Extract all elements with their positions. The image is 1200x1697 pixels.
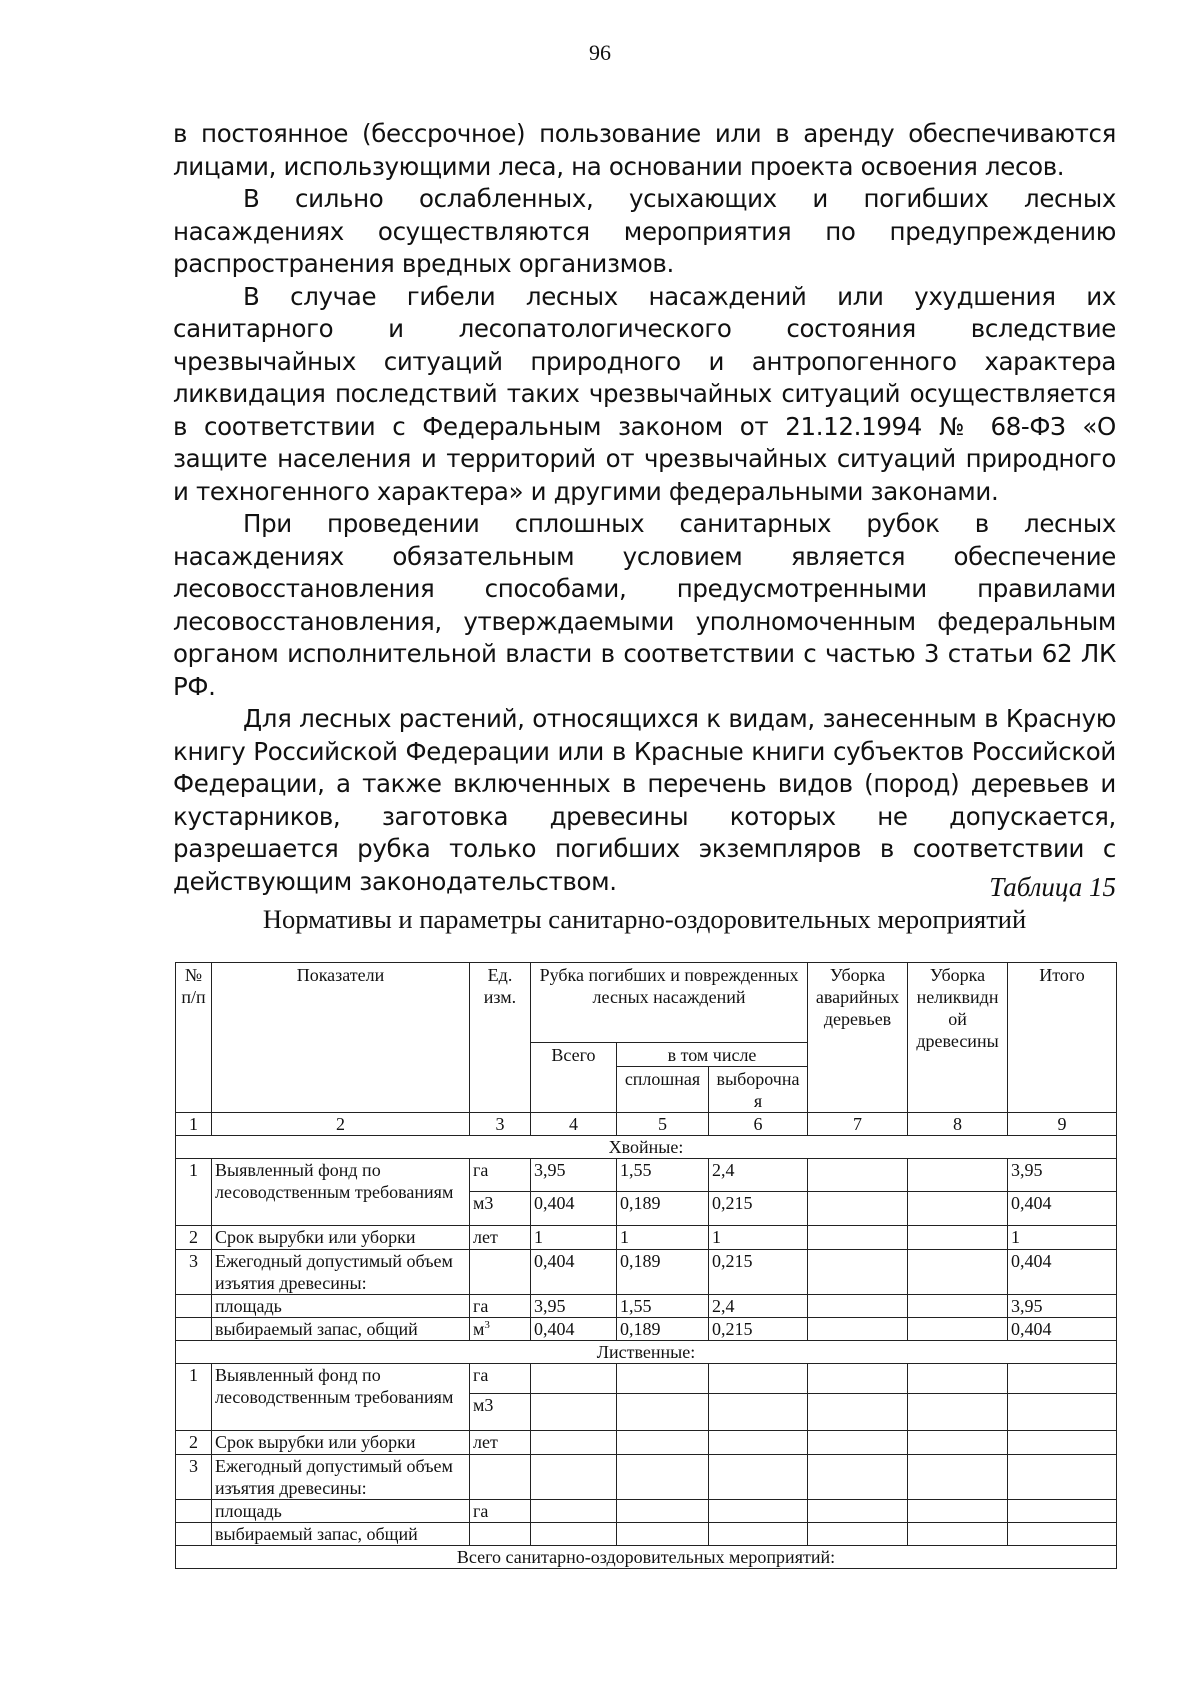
table-caption: Таблица 15 <box>989 872 1116 902</box>
row-num: 3 <box>176 1250 212 1295</box>
row-num: 2 <box>176 1226 212 1250</box>
table-row <box>176 1226 1117 1250</box>
row-unit <box>470 1523 531 1546</box>
row-unit <box>470 1455 531 1500</box>
cell-clear <box>617 1455 709 1500</box>
cell-selective: 0,215 <box>709 1318 808 1341</box>
header-felling: Рубка погибших и поврежденных лесных насаждений <box>531 963 808 1043</box>
cell-selective: 1 <box>709 1226 808 1250</box>
cell-clear: 1,55 <box>617 1295 709 1318</box>
row-indicator: площадь <box>212 1295 470 1318</box>
cell-selective <box>709 1364 808 1394</box>
cell-illiquid <box>908 1431 1008 1455</box>
cell-emergency <box>808 1318 908 1341</box>
cell-clear <box>617 1394 709 1431</box>
column-number: 7 <box>808 1113 908 1136</box>
cell-grand-total: 1 <box>1008 1226 1117 1250</box>
row-num: 1 <box>176 1364 212 1431</box>
row-num: 1 <box>176 1159 212 1226</box>
header-indicator: Показатели <box>212 963 470 1113</box>
cell-illiquid <box>908 1364 1008 1394</box>
cell-total: 0,404 <box>531 1250 617 1295</box>
table-title: Нормативы и параметры санитарно-оздоровительных мероприятий <box>262 904 1027 934</box>
cell-grand-total: 0,404 <box>1008 1192 1117 1226</box>
row-indicator: Срок вырубки или уборки <box>212 1226 470 1250</box>
cell-clear: 0,189 <box>617 1192 709 1226</box>
page-number: 96 <box>589 40 611 65</box>
cell-clear: 1,55 <box>617 1159 709 1192</box>
cell-grand-total <box>1008 1364 1117 1394</box>
cell-clear <box>617 1431 709 1455</box>
row-indicator: Выявленный фонд по лесоводственным требованиям <box>212 1159 470 1226</box>
cell-total <box>531 1455 617 1500</box>
cell-illiquid <box>908 1295 1008 1318</box>
row-indicator: площадь <box>212 1500 470 1523</box>
table-row <box>176 1431 1117 1455</box>
cell-emergency <box>808 1394 908 1431</box>
section-title-deciduous: Лиственные: <box>176 1341 1117 1364</box>
row-unit: лет <box>470 1226 531 1250</box>
cell-total <box>531 1394 617 1431</box>
header-selective: выборочна я <box>709 1067 808 1113</box>
body-text <box>173 118 1116 898</box>
column-number: 2 <box>212 1113 470 1136</box>
column-number: 9 <box>1008 1113 1117 1136</box>
paragraph: Для лесных растений, относящихся к видам, занесенным в Красную книгу Российской Федерации или в Красные книги субъектов Российской Федерации, а также включенных в перечень видов (пород) деревьев и кустарников, заготовка древесины которых не допускается, разрешается рубка только погибших экземпляров в соответствии с действующим законодательством. <box>173 704 1116 896</box>
cell-total: 0,404 <box>531 1318 617 1341</box>
row-indicator: Выявленный фонд по лесоводственным требованиям <box>212 1364 470 1431</box>
cell-total <box>531 1500 617 1523</box>
cell-clear <box>617 1364 709 1394</box>
header-emergency: Уборка аварийных деревьев <box>808 963 908 1113</box>
paragraph: В случае гибели лесных насаждений или ухудшения их санитарного и лесопатологического состояния вследствие чрезвычайных ситуаций природного и антропогенного характера ликвидация последствий таких чрезвычайных ситуаций осуществляется в соответствии с Федеральным законом от 21.12.1994 № 68-ФЗ «О защите населения и территорий от чрезвычайных ситуаций природного и техногенного характера» и другими федеральными законами. <box>173 281 1116 506</box>
row-indicator: выбираемый запас, общий <box>212 1318 470 1341</box>
cell-emergency <box>808 1226 908 1250</box>
cell-total <box>531 1364 617 1394</box>
cell-grand-total: 3,95 <box>1008 1295 1117 1318</box>
row-indicator: выбираемый запас, общий <box>212 1523 470 1546</box>
column-number: 6 <box>709 1113 808 1136</box>
cell-total: 0,404 <box>531 1192 617 1226</box>
header-illiquid: Уборка неликвидн ой древесины <box>908 963 1008 1113</box>
cell-emergency <box>808 1159 908 1192</box>
cell-total <box>531 1431 617 1455</box>
section-title-coniferous: Хвойные: <box>176 1136 1117 1159</box>
cell-total: 3,95 <box>531 1295 617 1318</box>
row-num: 3 <box>176 1455 212 1500</box>
cell-emergency <box>808 1192 908 1226</box>
cell-grand-total: 3,95 <box>1008 1159 1117 1192</box>
cell-clear: 0,189 <box>617 1250 709 1295</box>
norms-table <box>175 962 1117 1569</box>
cell-clear <box>617 1500 709 1523</box>
header-total-sub: Всего <box>531 1043 617 1113</box>
header-unit: Ед. изм. <box>470 963 531 1113</box>
row-unit: м3 <box>470 1394 531 1431</box>
cell-illiquid <box>908 1159 1008 1192</box>
cell-selective: 2,4 <box>709 1159 808 1192</box>
table-row <box>176 1523 1117 1546</box>
row-unit: лет <box>470 1431 531 1455</box>
row-unit: м3 <box>470 1192 531 1226</box>
row-num: 2 <box>176 1431 212 1455</box>
table-row <box>176 1364 1117 1394</box>
header-clear: сплошная <box>617 1067 709 1113</box>
cell-grand-total: 0,404 <box>1008 1250 1117 1295</box>
header-grand-total: Итого <box>1008 963 1117 1113</box>
cell-selective <box>709 1455 808 1500</box>
paragraph: В сильно ослабленных, усыхающих и погибших лесных насаждениях осуществляются мероприятия по предупреждению распространения вредных организмов. <box>173 184 1116 278</box>
column-number: 5 <box>617 1113 709 1136</box>
cell-grand-total: 0,404 <box>1008 1318 1117 1341</box>
cell-clear: 1 <box>617 1226 709 1250</box>
cell-grand-total <box>1008 1500 1117 1523</box>
cell-illiquid <box>908 1394 1008 1431</box>
table-row <box>176 1455 1117 1500</box>
header-including: в том числе <box>617 1043 808 1067</box>
cell-grand-total <box>1008 1455 1117 1500</box>
row-unit-base: м <box>473 1319 485 1339</box>
cell-illiquid <box>908 1250 1008 1295</box>
cell-emergency <box>808 1364 908 1394</box>
cell-selective <box>709 1523 808 1546</box>
cell-selective <box>709 1394 808 1431</box>
paragraph: При проведении сплошных санитарных рубок в лесных насаждениях обязательным условием является обеспечение лесовосстановления способами, предусмотренными правилами лесовосстановления, утверждаемыми уполномоченным федеральным органом исполнительной власти в соответствии с частью 3 статьи 62 ЛК РФ. <box>173 509 1116 701</box>
row-indicator: Срок вырубки или уборки <box>212 1431 470 1455</box>
cell-grand-total <box>1008 1523 1117 1546</box>
cell-emergency <box>808 1500 908 1523</box>
cell-grand-total <box>1008 1394 1117 1431</box>
cell-illiquid <box>908 1318 1008 1341</box>
cell-selective: 0,215 <box>709 1192 808 1226</box>
table-row <box>176 1250 1117 1295</box>
column-number: 1 <box>176 1113 212 1136</box>
cell-total <box>531 1523 617 1546</box>
cell-emergency <box>808 1295 908 1318</box>
cell-illiquid <box>908 1523 1008 1546</box>
column-number: 4 <box>531 1113 617 1136</box>
cell-selective: 2,4 <box>709 1295 808 1318</box>
row-indicator: Ежегодный допустимый объем изъятия древесины: <box>212 1250 470 1295</box>
cell-total: 1 <box>531 1226 617 1250</box>
row-unit: га <box>470 1295 531 1318</box>
column-number-row <box>176 1113 1117 1136</box>
header-num: № п/п <box>176 963 212 1113</box>
cell-emergency <box>808 1431 908 1455</box>
table-row <box>176 1295 1117 1318</box>
cell-grand-total <box>1008 1431 1117 1455</box>
cell-selective <box>709 1431 808 1455</box>
row-unit: га <box>470 1364 531 1394</box>
table-row <box>176 1500 1117 1523</box>
cell-emergency <box>808 1455 908 1500</box>
row-unit: га <box>470 1159 531 1192</box>
cell-emergency <box>808 1250 908 1295</box>
row-indicator: Ежегодный допустимый объем изъятия древесины: <box>212 1455 470 1500</box>
cell-emergency <box>808 1523 908 1546</box>
cell-clear <box>617 1523 709 1546</box>
cell-selective <box>709 1500 808 1523</box>
cell-illiquid <box>908 1500 1008 1523</box>
paragraph: в постоянное (бессрочное) пользование или в аренду обеспечиваются лицами, использующими леса, на основании проекта освоения лесов. <box>173 119 1116 181</box>
table-row <box>176 1159 1117 1192</box>
cell-illiquid <box>908 1192 1008 1226</box>
cell-total: 3,95 <box>531 1159 617 1192</box>
column-number: 3 <box>470 1113 531 1136</box>
row-unit <box>470 1318 531 1341</box>
table-row <box>176 1318 1117 1341</box>
cell-selective: 0,215 <box>709 1250 808 1295</box>
cell-clear: 0,189 <box>617 1318 709 1341</box>
row-unit: га <box>470 1500 531 1523</box>
column-number: 8 <box>908 1113 1008 1136</box>
cell-illiquid <box>908 1455 1008 1500</box>
row-unit <box>470 1250 531 1295</box>
cell-illiquid <box>908 1226 1008 1250</box>
row-unit-exponent: 3 <box>484 1319 490 1331</box>
table-footer-total: Всего санитарно-оздоровительных мероприятий: <box>176 1546 1117 1569</box>
